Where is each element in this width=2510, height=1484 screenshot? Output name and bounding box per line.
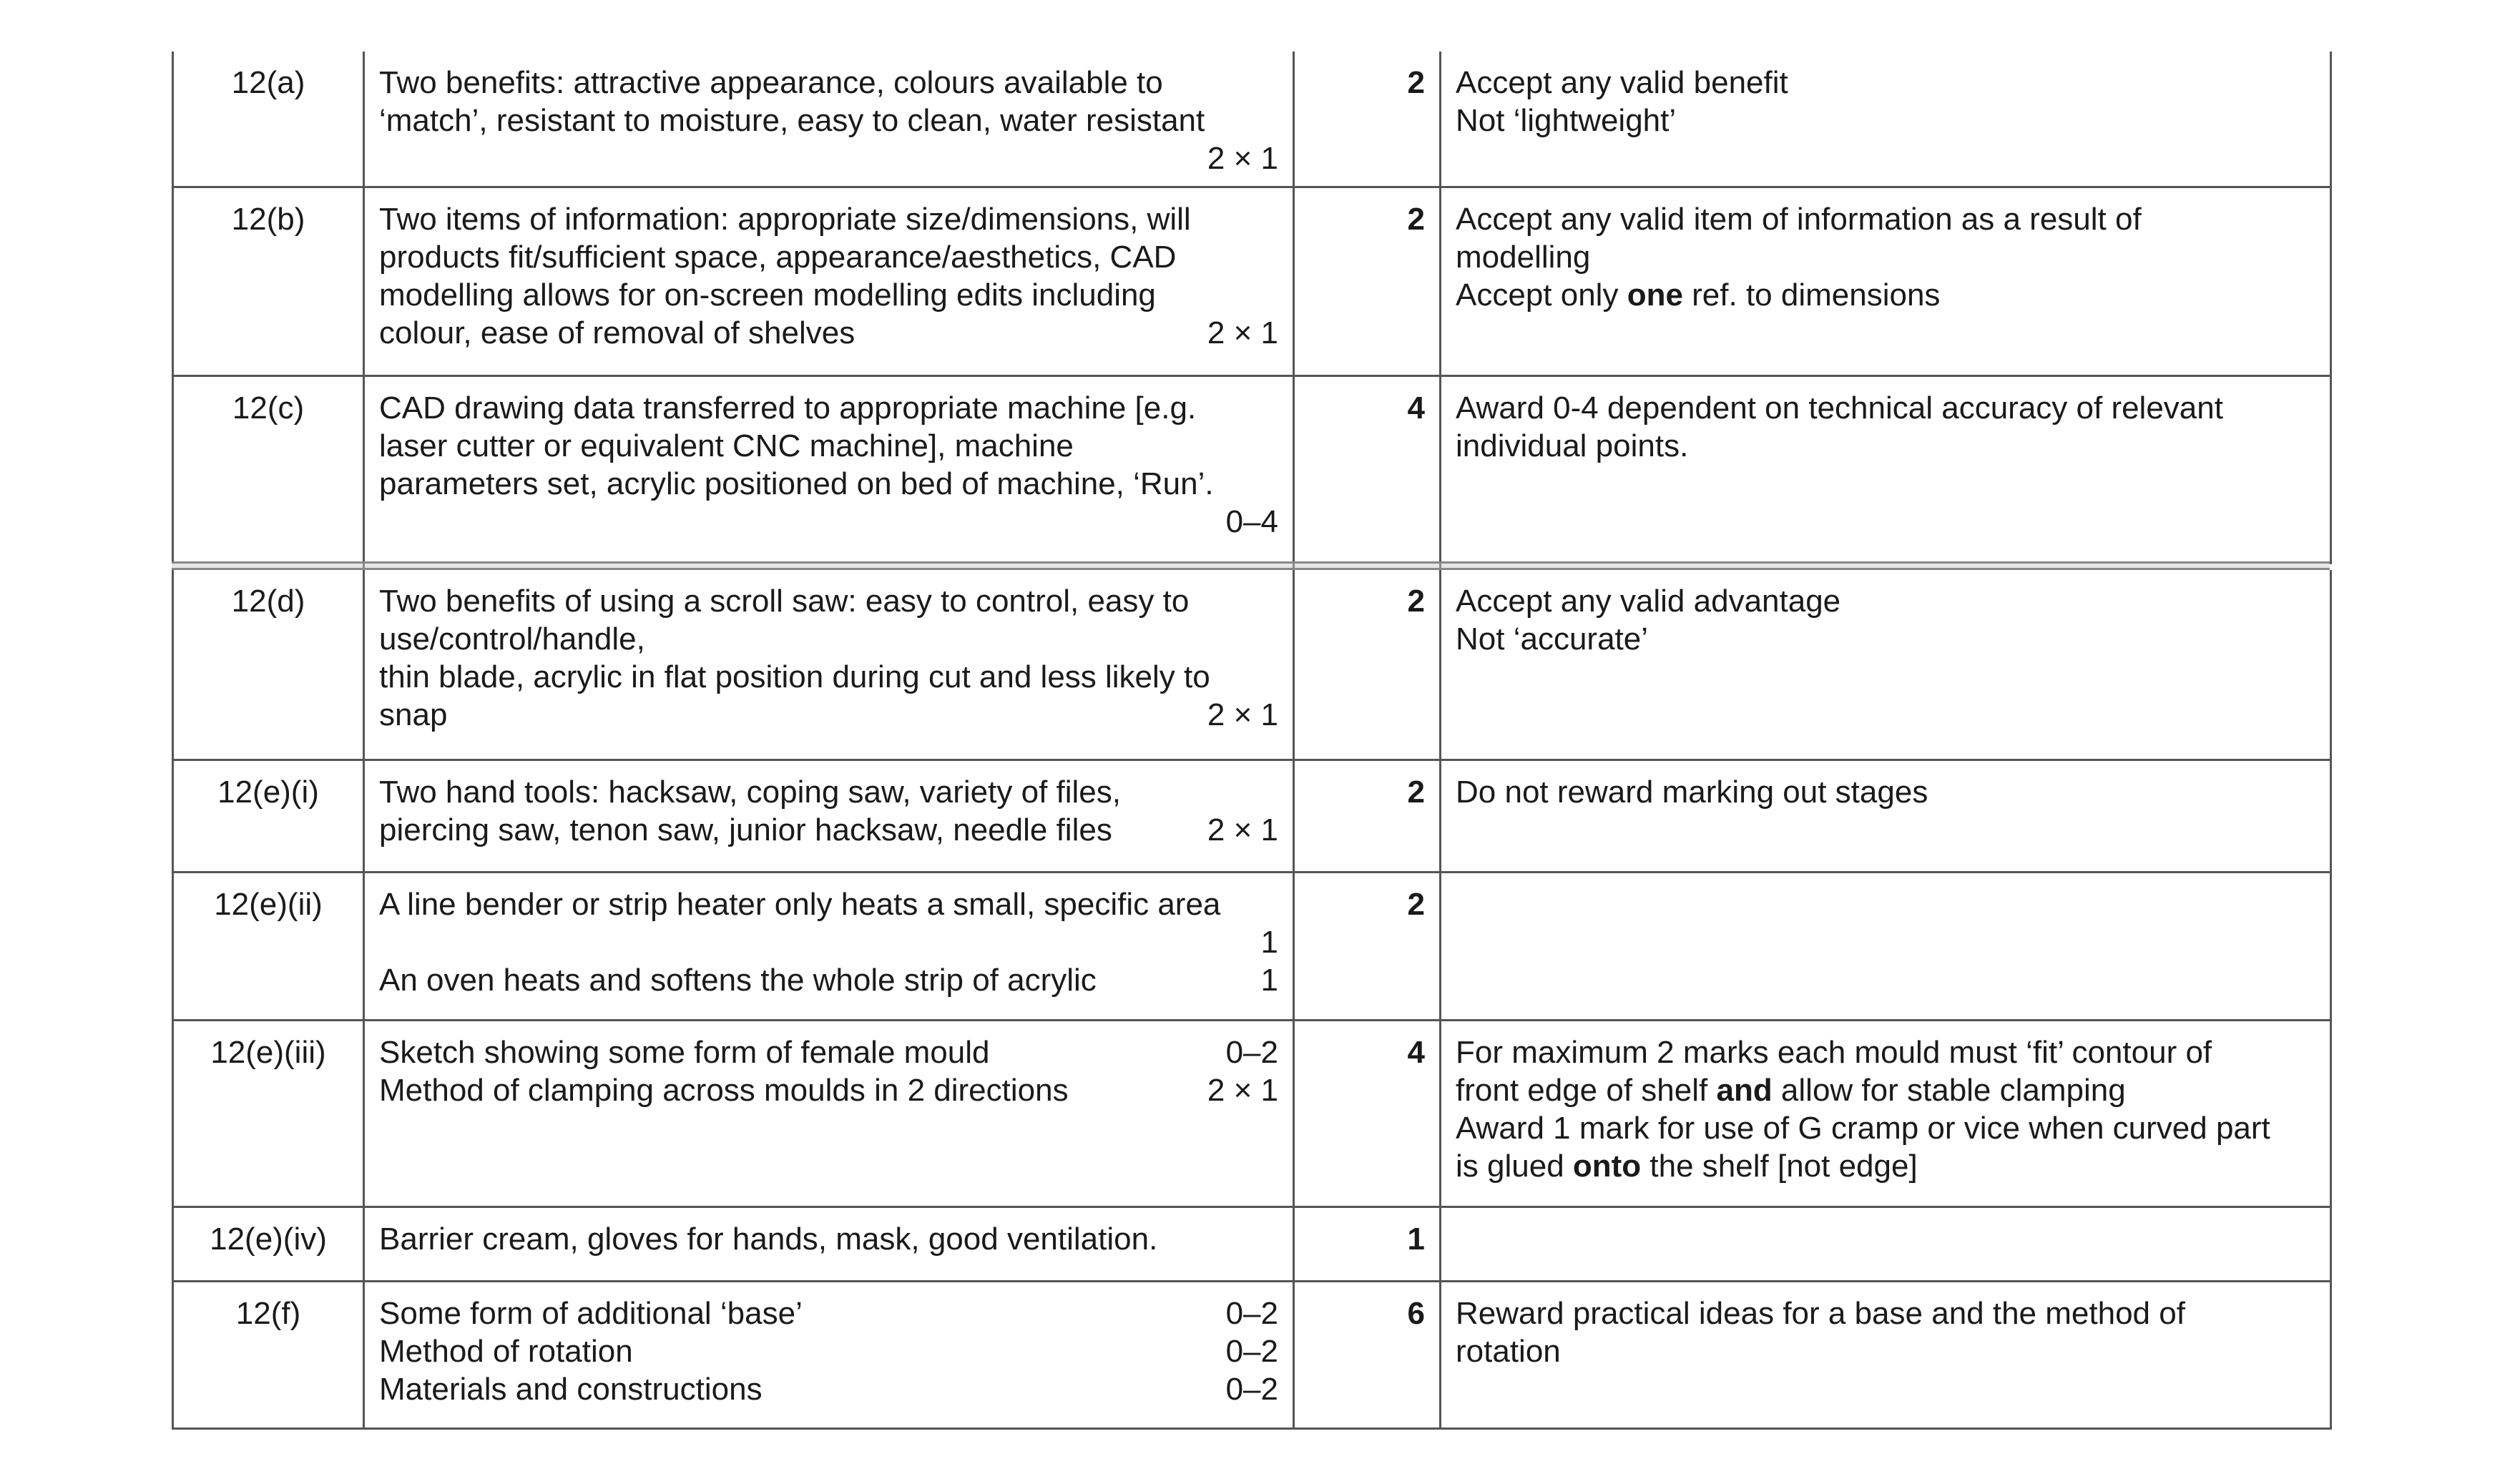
answer-line: products fit/sufficient space, appearance/aesthetics, CAD <box>379 240 1177 275</box>
question-number: 12(d) <box>173 570 364 760</box>
table-row <box>173 187 2331 376</box>
marks-cell: 2 <box>1294 51 1441 187</box>
question-number: 12(e)(iii) <box>173 1020 364 1207</box>
marks-cell: 4 <box>1294 1020 1441 1207</box>
answer-cell <box>364 1020 1294 1207</box>
answer-cell <box>364 187 1294 376</box>
guidance-line: Not ‘accurate’ <box>1456 621 1649 657</box>
guidance-cell <box>1441 51 2331 187</box>
guidance-line: individual points. <box>1456 428 1689 463</box>
guidance-line: For maximum 2 marks each mould must ‘fit’ contour of <box>1456 1034 2212 1070</box>
mark-allocation: 0–2 <box>1225 1333 1278 1369</box>
answer-line-with-allocation <box>379 1294 1278 1332</box>
mark-allocation: 2 × 1 <box>1207 697 1278 732</box>
guidance-cell <box>1441 376 2331 564</box>
answer-line-with-allocation <box>379 1071 1278 1109</box>
answer-cell <box>364 1281 1294 1428</box>
marks-cell: 2 <box>1294 187 1441 376</box>
guidance-text: ref. to dimensions <box>1682 277 1941 313</box>
answer-line: A line bender or strip heater only heats a small, specific area <box>379 886 1221 922</box>
question-number: 12(f) <box>173 1281 364 1428</box>
answer-cell <box>364 1207 1294 1281</box>
answer-line: Two items of information: appropriate size/dimensions, will <box>379 202 1191 237</box>
answer-cell <box>364 570 1294 760</box>
question-number: 12(b) <box>173 187 364 376</box>
mark-allocation: 2 × 1 <box>1207 812 1278 847</box>
marks-cell: 2 <box>1294 570 1441 760</box>
answer-line: Sketch showing some form of female mould <box>379 1034 990 1070</box>
answer-line: piercing saw, tenon saw, junior hacksaw, needle files <box>379 812 1112 847</box>
marks-cell: 4 <box>1294 376 1441 564</box>
marks-cell: 1 <box>1294 1207 1441 1281</box>
guidance-line: Do not reward marking out stages <box>1456 774 1928 810</box>
answer-line-with-allocation <box>379 1033 1278 1071</box>
question-number: 12(e)(iv) <box>173 1207 364 1281</box>
guidance-text: allow for stable clamping <box>1772 1072 2126 1108</box>
separator-divider <box>363 564 365 568</box>
answer-line: thin blade, acrylic in flat position during cut and less likely to <box>379 659 1210 694</box>
guidance-text: front edge of shelf <box>1456 1072 1717 1108</box>
guidance-emphasis: one <box>1627 277 1683 313</box>
question-number: 12(a) <box>173 51 364 187</box>
separator-divider <box>1439 564 1441 568</box>
answer-line: colour, ease of removal of shelves <box>379 315 856 350</box>
answer-line-with-allocation <box>379 811 1278 849</box>
mark-allocation: 0–4 <box>1225 504 1278 539</box>
guidance-cell <box>1441 1281 2331 1428</box>
guidance-cell <box>1441 1020 2331 1207</box>
guidance-line <box>1456 1147 2315 1185</box>
guidance-line: Accept any valid benefit <box>1456 65 1788 100</box>
table-row <box>173 570 2331 760</box>
answer-cell <box>364 376 1294 564</box>
table-row <box>173 1281 2331 1428</box>
guidance-cell <box>1441 872 2331 1020</box>
answer-line-with-allocation <box>379 696 1278 734</box>
mark-allocation: 1 <box>1260 962 1278 998</box>
answer-line: An oven heats and softens the whole strip of acrylic <box>379 962 1097 998</box>
guidance-line <box>1456 1071 2315 1109</box>
guidance-emphasis: onto <box>1572 1148 1642 1184</box>
guidance-line: Not ‘lightweight’ <box>1456 103 1677 138</box>
mark-allocation: 0–2 <box>1225 1034 1278 1070</box>
marks-cell: 2 <box>1294 872 1441 1020</box>
table-row <box>173 1020 2331 1207</box>
question-number: 12(e)(ii) <box>173 872 364 1020</box>
answer-line-with-allocation <box>379 961 1278 999</box>
answer-line: CAD drawing data transferred to appropriate machine [e.g. <box>379 390 1197 426</box>
answer-line: Two benefits: attractive appearance, colours available to <box>379 65 1163 100</box>
answer-cell <box>364 760 1294 872</box>
answer-line: Method of clamping across moulds in 2 directions <box>379 1072 1069 1108</box>
answer-line-with-allocation <box>379 1370 1278 1408</box>
answer-line: modelling allows for on-screen modelling edits including <box>379 277 1156 313</box>
table-row <box>173 51 2331 187</box>
guidance-line: Accept any valid item of information as a result of <box>1456 202 2142 237</box>
page-break-separator <box>172 561 2330 570</box>
guidance-line: modelling <box>1456 240 1591 275</box>
answer-cell <box>364 872 1294 1020</box>
answer-line: use/control/handle, <box>379 621 645 657</box>
mark-scheme-table-lower <box>172 570 2332 1430</box>
table-row <box>173 1207 2331 1281</box>
table-row <box>173 376 2331 564</box>
guidance-cell <box>1441 760 2331 872</box>
mark-allocation: 2 × 1 <box>1207 1072 1278 1108</box>
marks-cell: 6 <box>1294 1281 1441 1428</box>
guidance-line: rotation <box>1456 1333 1561 1369</box>
table-row <box>173 760 2331 872</box>
answer-line-with-allocation <box>379 314 1278 352</box>
guidance-emphasis: and <box>1716 1072 1773 1108</box>
guidance-text: the shelf [not edge] <box>1641 1148 1918 1184</box>
answer-cell <box>364 51 1294 187</box>
guidance-text: Accept only <box>1456 277 1627 313</box>
answer-line: laser cutter or equivalent CNC machine], machine <box>379 428 1074 463</box>
guidance-line <box>1456 276 2315 314</box>
question-number: 12(e)(i) <box>173 760 364 872</box>
mark-allocation: 0–2 <box>1225 1295 1278 1331</box>
guidance-line: Accept any valid advantage <box>1456 584 1841 619</box>
mark-allocation: 0–2 <box>1225 1371 1278 1407</box>
guidance-line: Award 1 mark for use of G cramp or vice when curved part <box>1456 1110 2270 1146</box>
guidance-cell <box>1441 570 2331 760</box>
answer-line: ‘match’, resistant to moisture, easy to clean, water resistant <box>379 103 1205 138</box>
guidance-cell <box>1441 1207 2331 1281</box>
answer-line: snap <box>379 697 448 732</box>
answer-line: Some form of additional ‘base’ <box>379 1295 803 1331</box>
answer-line: Barrier cream, gloves for hands, mask, good ventilation. <box>379 1221 1158 1257</box>
answer-line: Two hand tools: hacksaw, coping saw, variety of files, <box>379 774 1121 810</box>
table-row <box>173 872 2331 1020</box>
answer-line: Two benefits of using a scroll saw: easy to control, easy to <box>379 584 1190 619</box>
question-number: 12(c) <box>173 376 364 564</box>
answer-line: parameters set, acrylic positioned on bed of machine, ‘Run’. <box>379 466 1214 501</box>
separator-divider <box>1293 564 1295 568</box>
mark-allocation: 1 <box>1260 924 1278 960</box>
answer-line: Materials and constructions <box>379 1371 763 1407</box>
mark-allocation: 2 × 1 <box>1207 315 1278 350</box>
guidance-text: is glued <box>1456 1148 1573 1184</box>
guidance-line: Reward practical ideas for a base and the method of <box>1456 1295 2185 1331</box>
mark-allocation: 2 × 1 <box>1207 141 1278 176</box>
mark-scheme-table-upper <box>172 51 2332 564</box>
answer-line: Method of rotation <box>379 1333 633 1369</box>
answer-line-with-allocation <box>379 1332 1278 1370</box>
guidance-line: Award 0-4 dependent on technical accuracy of relevant <box>1456 390 2223 426</box>
marks-cell: 2 <box>1294 760 1441 872</box>
guidance-cell <box>1441 187 2331 376</box>
